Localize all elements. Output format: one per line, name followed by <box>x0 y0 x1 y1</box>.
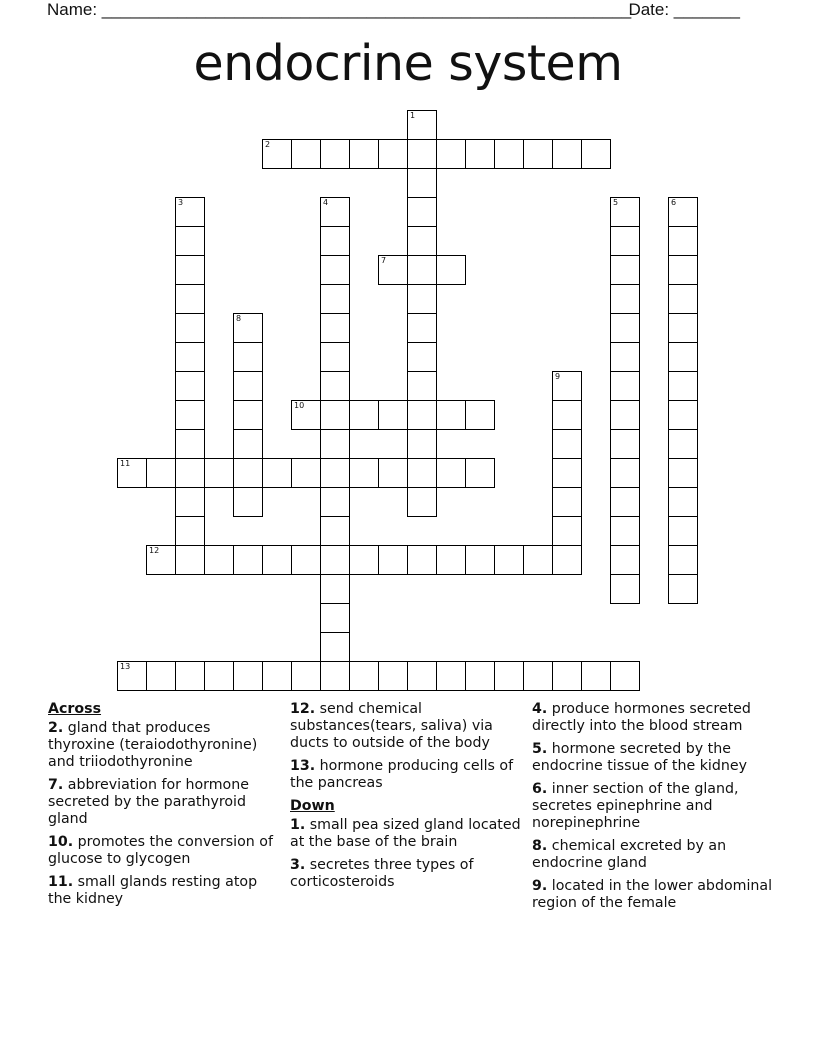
grid-cell[interactable] <box>175 284 205 314</box>
grid-cell[interactable] <box>320 226 350 256</box>
cell-number: 12 <box>149 546 160 555</box>
clue-down-5 <box>532 741 772 775</box>
grid-cell[interactable] <box>262 661 292 691</box>
grid-cell[interactable] <box>494 545 524 575</box>
grid-cell[interactable] <box>407 226 437 256</box>
cell-number: 6 <box>671 198 677 207</box>
grid-cell[interactable] <box>349 458 379 488</box>
grid-cell[interactable] <box>407 487 437 517</box>
grid-cell[interactable] <box>320 545 350 575</box>
clue-text: gland that produces thyroxine (teraiodothyronine) and triiodothyronine <box>48 720 258 770</box>
clue-across-13 <box>290 758 522 792</box>
grid-cell[interactable] <box>320 574 350 604</box>
grid-cell[interactable] <box>407 661 437 691</box>
grid-cell[interactable] <box>320 197 350 227</box>
grid-cell[interactable] <box>175 255 205 285</box>
grid-cell[interactable] <box>465 661 495 691</box>
clue-text: promotes the conversion of glucose to glycogen <box>48 834 273 867</box>
grid-cell[interactable] <box>436 139 466 169</box>
clue-text: abbreviation for hormone secreted by the parathyroid gland <box>48 777 249 827</box>
clue-text: secretes three types of corticosteroids <box>290 857 474 890</box>
grid-cell[interactable] <box>233 487 263 517</box>
grid-cell[interactable] <box>233 545 263 575</box>
grid-cell[interactable] <box>320 342 350 372</box>
grid-cell[interactable] <box>523 661 553 691</box>
grid-cell[interactable] <box>291 139 321 169</box>
grid-cell[interactable] <box>668 226 698 256</box>
grid-cell[interactable] <box>349 661 379 691</box>
cell-number: 1 <box>410 111 416 120</box>
clue-text: inner section of the gland, secretes epinephrine and norepinephrine <box>532 781 739 831</box>
grid-cell[interactable] <box>175 313 205 343</box>
grid-cell[interactable] <box>262 139 292 169</box>
grid-cell[interactable] <box>349 400 379 430</box>
grid-cell[interactable] <box>610 371 640 401</box>
clue-number: 2. <box>48 720 64 736</box>
grid-cell[interactable] <box>407 284 437 314</box>
grid-cell[interactable] <box>378 139 408 169</box>
grid-cell[interactable] <box>668 284 698 314</box>
grid-cell[interactable] <box>175 487 205 517</box>
clue-across-7 <box>48 777 280 828</box>
grid-cell[interactable] <box>175 400 205 430</box>
grid-cell[interactable] <box>494 661 524 691</box>
grid-cell[interactable] <box>117 458 147 488</box>
grid-cell[interactable] <box>175 516 205 546</box>
page-title: endocrine system <box>193 35 623 92</box>
grid-cell[interactable] <box>436 255 466 285</box>
clue-down-1 <box>290 817 522 851</box>
grid-cell[interactable] <box>146 661 176 691</box>
grid-cell[interactable] <box>552 487 582 517</box>
clue-down-6 <box>532 781 772 832</box>
cell-number: 10 <box>294 401 305 410</box>
grid-cell[interactable] <box>668 545 698 575</box>
grid-cell[interactable] <box>320 661 350 691</box>
grid-cell[interactable] <box>175 429 205 459</box>
grid-cell[interactable] <box>204 545 234 575</box>
grid-cell[interactable] <box>668 400 698 430</box>
grid-cell[interactable] <box>610 284 640 314</box>
cell-number: 8 <box>236 314 242 323</box>
grid-cell[interactable] <box>668 516 698 546</box>
grid-cell[interactable] <box>320 429 350 459</box>
grid-cell[interactable] <box>175 545 205 575</box>
grid-cell[interactable] <box>610 226 640 256</box>
grid-cell[interactable] <box>436 545 466 575</box>
grid-cell[interactable] <box>204 661 234 691</box>
grid-cell[interactable] <box>668 255 698 285</box>
cell-number: 2 <box>265 140 271 149</box>
grid-cell[interactable] <box>262 545 292 575</box>
grid-cell[interactable] <box>320 313 350 343</box>
grid-cell[interactable] <box>233 458 263 488</box>
grid-cell[interactable] <box>175 371 205 401</box>
cell-number: 7 <box>381 256 387 265</box>
grid-cell[interactable] <box>378 661 408 691</box>
grid-cell[interactable] <box>668 487 698 517</box>
grid-cell[interactable] <box>320 458 350 488</box>
grid-cell[interactable] <box>552 458 582 488</box>
clue-across-2 <box>48 720 280 771</box>
grid-cell[interactable] <box>117 661 147 691</box>
grid-cell[interactable] <box>320 603 350 633</box>
grid-cell[interactable] <box>552 661 582 691</box>
clue-number: 1. <box>290 817 306 833</box>
grid-cell[interactable] <box>465 545 495 575</box>
grid-cell[interactable] <box>610 574 640 604</box>
grid-cell[interactable] <box>552 139 582 169</box>
clues-column-2 <box>290 701 522 897</box>
grid-cell[interactable] <box>175 661 205 691</box>
grid-cell[interactable] <box>378 255 408 285</box>
grid-cell[interactable] <box>320 284 350 314</box>
grid-cell[interactable] <box>610 429 640 459</box>
grid-cell[interactable] <box>407 168 437 198</box>
grid-cell[interactable] <box>407 197 437 227</box>
grid-cell[interactable] <box>465 139 495 169</box>
grid-cell[interactable] <box>610 458 640 488</box>
clue-text: send chemical substances(tears, saliva) via ducts to outside of the body <box>290 701 493 751</box>
grid-cell[interactable] <box>320 400 350 430</box>
grid-cell[interactable] <box>378 458 408 488</box>
grid-cell[interactable] <box>610 197 640 227</box>
grid-cell[interactable] <box>465 400 495 430</box>
grid-cell[interactable] <box>581 139 611 169</box>
grid-cell[interactable] <box>407 139 437 169</box>
grid-cell[interactable] <box>320 487 350 517</box>
cell-number: 5 <box>613 198 619 207</box>
across-heading: Across <box>48 701 102 717</box>
date-field[interactable]: Date: _______ <box>628 0 740 19</box>
clue-text: chemical excreted by an endocrine gland <box>532 838 727 871</box>
grid-cell[interactable] <box>436 400 466 430</box>
grid-cell[interactable] <box>407 545 437 575</box>
grid-cell[interactable] <box>610 313 640 343</box>
grid-cell[interactable] <box>610 516 640 546</box>
clue-down-4 <box>532 701 772 735</box>
grid-cell[interactable] <box>291 458 321 488</box>
clue-number: 12. <box>290 701 316 717</box>
clue-text: located in the lower abdominal region of the female <box>532 878 773 911</box>
clues-column-1 <box>48 701 280 914</box>
grid-cell[interactable] <box>668 371 698 401</box>
grid-cell[interactable] <box>378 545 408 575</box>
grid-cell[interactable] <box>320 371 350 401</box>
grid-cell[interactable] <box>233 342 263 372</box>
clue-number: 13. <box>290 758 316 774</box>
grid-cell[interactable] <box>233 313 263 343</box>
grid-cell[interactable] <box>610 400 640 430</box>
clue-number: 3. <box>290 857 306 873</box>
grid-cell[interactable] <box>552 371 582 401</box>
grid-cell[interactable] <box>291 545 321 575</box>
grid-cell[interactable] <box>233 661 263 691</box>
clue-number: 11. <box>48 874 74 890</box>
grid-cell[interactable] <box>465 458 495 488</box>
grid-cell[interactable] <box>552 429 582 459</box>
grid-cell[interactable] <box>407 400 437 430</box>
grid-cell[interactable] <box>668 313 698 343</box>
grid-cell[interactable] <box>436 458 466 488</box>
cell-number: 11 <box>120 459 131 468</box>
grid-cell[interactable] <box>668 197 698 227</box>
grid-cell[interactable] <box>320 632 350 662</box>
grid-cell[interactable] <box>668 342 698 372</box>
clue-across-10 <box>48 834 280 868</box>
clue-number: 10. <box>48 834 74 850</box>
cell-number: 13 <box>120 662 131 671</box>
grid-cell[interactable] <box>552 400 582 430</box>
grid-cell[interactable] <box>320 255 350 285</box>
clue-text: hormone producing cells of the pancreas <box>290 758 514 791</box>
clue-text: produce hormones secreted directly into the blood stream <box>532 701 751 734</box>
grid-cell[interactable] <box>407 458 437 488</box>
clue-number: 7. <box>48 777 64 793</box>
grid-cell[interactable] <box>407 371 437 401</box>
grid-cell[interactable] <box>407 429 437 459</box>
grid-cell[interactable] <box>552 516 582 546</box>
grid-cell[interactable] <box>291 661 321 691</box>
down-heading: Down <box>290 798 335 814</box>
cell-number: 9 <box>555 372 561 381</box>
grid-cell[interactable] <box>436 661 466 691</box>
clue-text: hormone secreted by the endocrine tissue of the kidney <box>532 741 747 774</box>
grid-cell[interactable] <box>320 516 350 546</box>
clue-down-8 <box>532 838 772 872</box>
grid-cell[interactable] <box>668 458 698 488</box>
grid-cell[interactable] <box>668 429 698 459</box>
grid-cell[interactable] <box>494 139 524 169</box>
grid-cell[interactable] <box>262 458 292 488</box>
grid-cell[interactable] <box>146 545 176 575</box>
grid-cell[interactable] <box>523 139 553 169</box>
clue-text: small pea sized gland located at the base of the brain <box>290 817 521 850</box>
grid-cell[interactable] <box>175 226 205 256</box>
grid-cell[interactable] <box>407 342 437 372</box>
grid-cell[interactable] <box>581 661 611 691</box>
name-field[interactable]: Name: ________________________________________________________ <box>47 0 632 19</box>
grid-cell[interactable] <box>233 400 263 430</box>
grid-cell[interactable] <box>407 110 437 140</box>
grid-cell[interactable] <box>523 545 553 575</box>
grid-cell[interactable] <box>204 458 234 488</box>
clue-text: small glands resting atop the kidney <box>48 874 258 907</box>
cell-number: 3 <box>178 198 184 207</box>
grid-cell[interactable] <box>146 458 176 488</box>
grid-cell[interactable] <box>233 371 263 401</box>
clue-number: 9. <box>532 878 548 894</box>
grid-cell[interactable] <box>175 342 205 372</box>
grid-cell[interactable] <box>349 139 379 169</box>
clue-down-9 <box>532 878 772 912</box>
cell-number: 4 <box>323 198 329 207</box>
grid-cell[interactable] <box>610 255 640 285</box>
grid-cell[interactable] <box>349 545 379 575</box>
clue-number: 5. <box>532 741 548 757</box>
clue-number: 8. <box>532 838 548 854</box>
clue-number: 6. <box>532 781 548 797</box>
grid-cell[interactable] <box>407 255 437 285</box>
grid-cell[interactable] <box>175 197 205 227</box>
clues-column-3 <box>532 701 772 918</box>
grid-cell[interactable] <box>291 400 321 430</box>
clue-across-12 <box>290 701 522 752</box>
clue-down-3 <box>290 857 522 891</box>
clue-number: 4. <box>532 701 548 717</box>
grid-cell[interactable] <box>175 458 205 488</box>
grid-cell[interactable] <box>610 342 640 372</box>
grid-cell[interactable] <box>610 545 640 575</box>
grid-cell[interactable] <box>610 487 640 517</box>
grid-cell[interactable] <box>233 429 263 459</box>
grid-cell[interactable] <box>668 574 698 604</box>
grid-cell[interactable] <box>610 661 640 691</box>
clue-across-11 <box>48 874 280 908</box>
grid-cell[interactable] <box>552 545 582 575</box>
grid-cell[interactable] <box>320 139 350 169</box>
grid-cell[interactable] <box>378 400 408 430</box>
grid-cell[interactable] <box>407 313 437 343</box>
